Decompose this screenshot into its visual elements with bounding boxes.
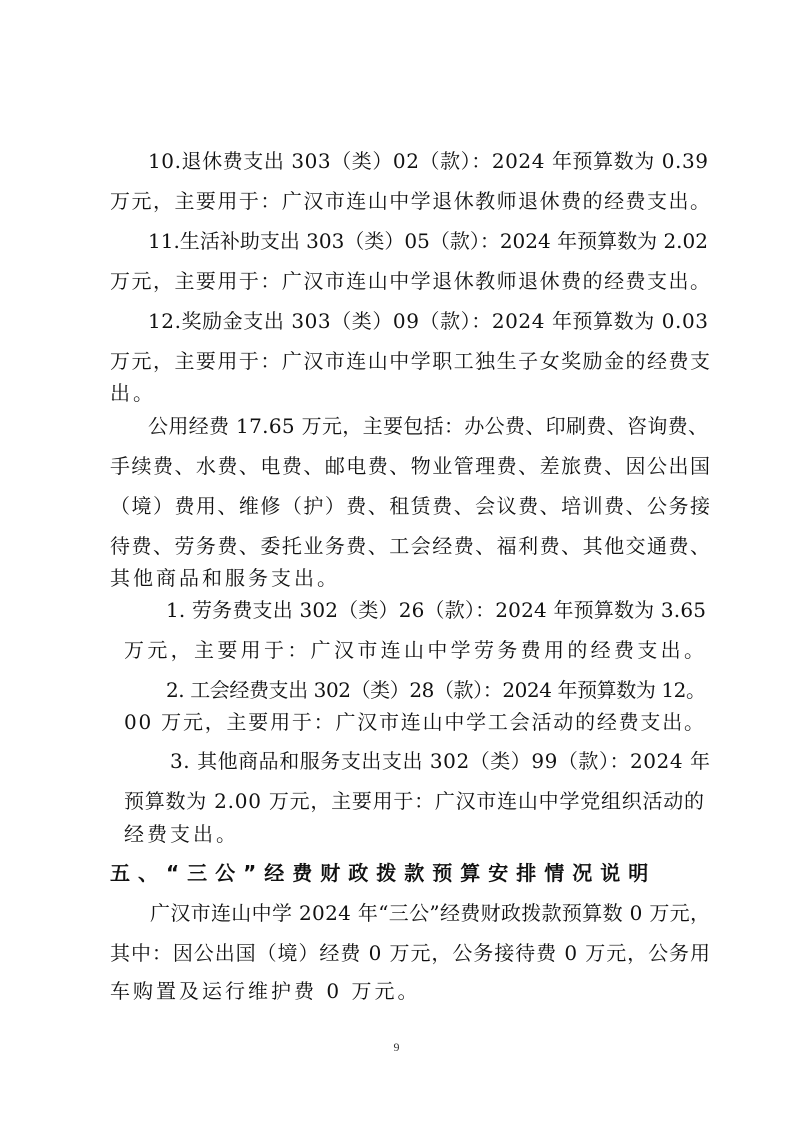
text-line: 1. 劳务费支出 302（类）26（款）：2024 年预算数为 3.65 xyxy=(166,598,707,622)
text-line: 出。 xyxy=(110,381,156,405)
text-line: 车购置及运行维护费 0 万元。 xyxy=(110,979,421,1003)
text-line: 预算数为 2.00 万元，主要用于：广汉市连山中学党组织活动的 xyxy=(124,789,705,813)
text-line: 00 万元，主要用于：广汉市连山中学工会活动的经费支出。 xyxy=(124,710,706,734)
text-line: 手续费、水费、电费、邮电费、物业管理费、差旅费、因公出国 xyxy=(110,454,712,478)
text-line: （境）费用、维修（护）费、租赁费、会议费、培训费、公务接 xyxy=(110,494,712,518)
text-line: 万元，主要用于：广汉市连山中学退休教师退休费的经费支出。 xyxy=(110,189,712,213)
text-line: 待费、劳务费、委托业务费、工会经费、福利费、其他交通费、 xyxy=(110,534,712,558)
text-line: 12.奖励金支出 303（类）09（款）：2024 年预算数为 0.03 xyxy=(148,309,709,333)
text-line: 其中：因公出国（境）经费 0 万元，公务接待费 0 万元，公务用 xyxy=(110,941,711,965)
text-line: 万元，主要用于：广汉市连山中学职工独生子女奖励金的经费支 xyxy=(110,349,712,373)
page-number: 9 xyxy=(393,1040,400,1054)
text-line: 2. 工会经费支出 302（类）28（款）：2024 年预算数为 12。 xyxy=(166,678,706,702)
text-line: 广汉市连山中学 2024 年“三公”经费财政拨款预算数 0 万元， xyxy=(150,901,711,925)
text-line: 万元，主要用于：广汉市连山中学退休教师退休费的经费支出。 xyxy=(110,269,712,293)
text-line: 其他商品和服务支出。 xyxy=(110,566,340,590)
text-line: 11.生活补助支出 303（类）05（款）：2024 年预算数为 2.02 xyxy=(148,229,708,253)
text-line: 经费支出。 xyxy=(124,822,239,846)
text-line: 万元，主要用于：广汉市连山中学劳务费用的经费支出。 xyxy=(124,638,708,662)
text-line: 3. 其他商品和服务支出支出 302（类）99（款）：2024 年 xyxy=(170,749,711,773)
text-line: 10.退休费支出 303（类）02（款）：2024 年预算数为 0.39 xyxy=(148,149,709,173)
section-heading: 五、“三公”经费财政拨款预算安排情况说明 xyxy=(110,861,657,885)
text-line: 公用经费 17.65 万元，主要包括：办公费、印刷费、咨询费、 xyxy=(148,414,709,438)
